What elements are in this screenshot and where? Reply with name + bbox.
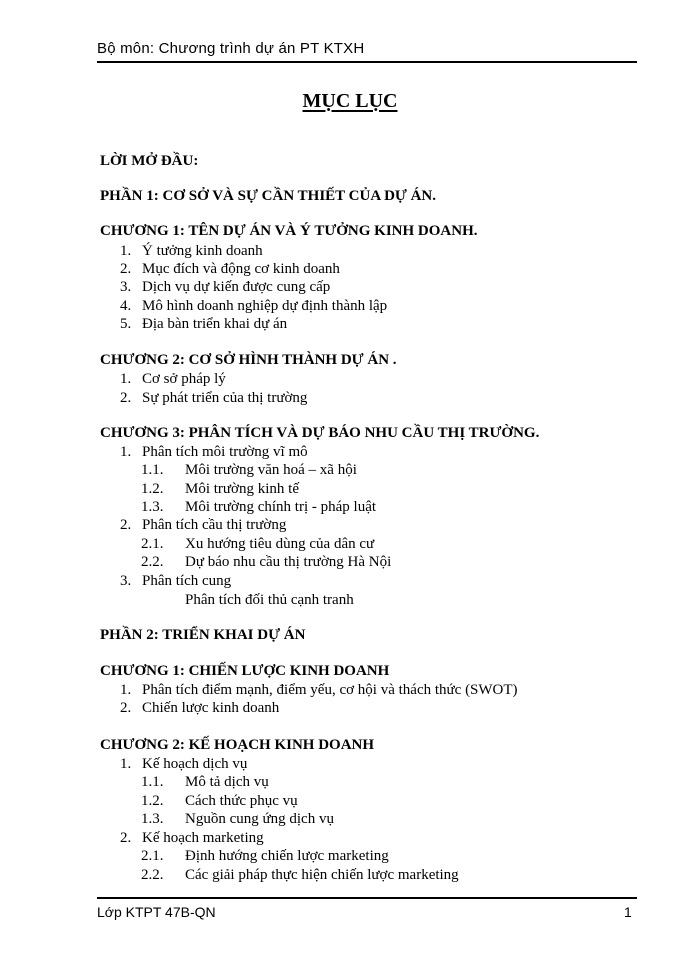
toc-entry-item: 1. Phân tích điểm mạnh, điểm yếu, cơ hội và thách thức (SWOT) bbox=[120, 682, 518, 698]
toc-entry-item: 2. Sự phát triển của thị trường bbox=[120, 390, 308, 406]
toc-title-text: MỤC LỤC bbox=[302, 90, 398, 112]
toc-entry-subitem: 1.2. Môi trường kinh tế bbox=[141, 481, 299, 497]
toc-entry-part-2: PHẦN 2: TRIỂN KHAI DỰ ÁN bbox=[100, 627, 306, 643]
toc-entry-chapter: CHƯƠNG 1: CHIẾN LƯỢC KINH DOANH bbox=[100, 663, 390, 679]
toc-entry-item: 2. Mục đích và động cơ kinh doanh bbox=[120, 261, 340, 277]
toc-entry-subitem: 1.1. Môi trường văn hoá – xã hội bbox=[141, 462, 357, 478]
toc-entry-item: 1. Cơ sở pháp lý bbox=[120, 371, 226, 387]
toc-entry-item: 1. Kế hoạch dịch vụ bbox=[120, 756, 248, 772]
toc-entry-chapter: CHƯƠNG 2: KẾ HOẠCH KINH DOANH bbox=[100, 737, 375, 753]
toc-entry-subitem: 2.2. Dự báo nhu cầu thị trường Hà Nội bbox=[141, 554, 392, 570]
toc-entry-item: 2. Chiến lược kinh doanh bbox=[120, 700, 280, 716]
page-footer: Lớp KTPT 47B-QN bbox=[97, 904, 216, 920]
toc-entry-subitem: Phân tích đối thủ cạnh tranh bbox=[185, 592, 354, 608]
toc-entry-item: 4. Mô hình doanh nghiệp dự định thành lập bbox=[120, 298, 388, 314]
toc-entry-subitem: 2.1. Định hướng chiến lược marketing bbox=[141, 848, 389, 864]
toc-entry-chapter: CHƯƠNG 1: TÊN DỰ ÁN VÀ Ý TƯỞNG KINH DOANH. bbox=[100, 223, 478, 239]
toc-entry-item: 5. Địa bàn triển khai dự án bbox=[120, 316, 288, 332]
toc-entry-item: 1. Ý tưởng kinh doanh bbox=[120, 243, 263, 259]
toc-entry-chapter: CHƯƠNG 3: PHÂN TÍCH VÀ DỰ BÁO NHU CẦU THỊ TRƯỜNG. bbox=[100, 425, 540, 441]
toc-entry-part-1: PHẦN 1: CƠ SỞ VÀ SỰ CẦN THIẾT CỦA DỰ ÁN. bbox=[100, 188, 437, 204]
toc-title bbox=[0, 90, 700, 113]
page-header: Bộ môn: Chương trình dự án PT KTXH bbox=[97, 40, 365, 57]
toc-entry-item: 1. Phân tích môi trường vĩ mô bbox=[120, 444, 308, 460]
toc-entry-chapter: CHƯƠNG 2: CƠ SỞ HÌNH THÀNH DỰ ÁN . bbox=[100, 352, 397, 368]
header-divider bbox=[97, 61, 637, 63]
toc-entry-subitem: 1.2. Cách thức phục vụ bbox=[141, 793, 298, 809]
toc-entry-item: 3. Dịch vụ dự kiến được cung cấp bbox=[120, 279, 331, 295]
toc-entry-item: 3. Phân tích cung bbox=[120, 573, 232, 589]
toc-entry-subitem: 1.3. Môi trường chính trị - pháp luật bbox=[141, 499, 377, 515]
toc-entry-item: 2. Kế hoạch marketing bbox=[120, 830, 264, 846]
toc-entry-subitem: 1.1. Mô tả dịch vụ bbox=[141, 774, 269, 790]
page-number: 1 bbox=[624, 904, 632, 920]
toc-entry-subitem: 2.1. Xu hướng tiêu dùng của dân cư bbox=[141, 536, 375, 552]
footer-divider bbox=[97, 897, 637, 899]
toc-entry-subitem: 1.3. Nguồn cung ứng dịch vụ bbox=[141, 811, 334, 827]
toc-entry-item: 2. Phân tích cầu thị trường bbox=[120, 517, 287, 533]
toc-entry-subitem: 2.2. Các giải pháp thực hiện chiến lược marketing bbox=[141, 867, 459, 883]
toc-entry-intro: LỜI MỞ ĐẦU: bbox=[100, 153, 199, 169]
